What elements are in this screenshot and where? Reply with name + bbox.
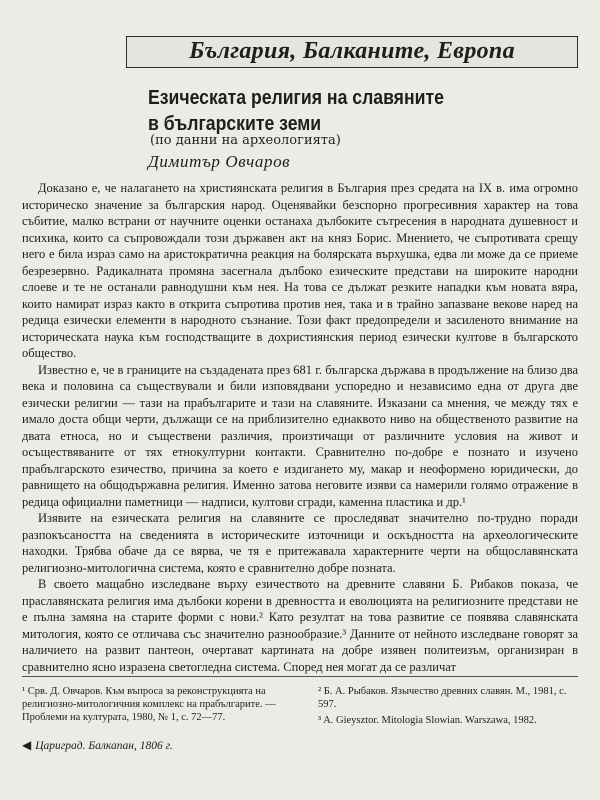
paragraph-2: Известно е, че в границите на създадената през 681 г. българска държава в продължение на близо два века и половина са съществували и били изповядвани успоредно и независимо една от друга две езически религии — тази на прабългарите и тази на славяните. Изказани са мнения, че между тях е имало доста общи черти, дължащи се на приблизително еднаквото ниво на общественото развитие на двата етноса, но и съществени различия, произтичащи от различните условия на живот и осъществяваните от тях етнокултурни контакти. Сравнително по-добре е познато и изучено прабългарското езичество, причина за което е издигането му, макар и неоформено юридически, до равнището на общодържавна религия. Именно затова неговите изяви са намерили голямо отражение в редица официални паметници — надписи, култови сгради, каменна пластика и др.¹ — [22, 362, 578, 509]
figure-caption — [22, 738, 173, 753]
article-author: Димитър Овчаров — [148, 152, 291, 171]
footnotes-right-column — [318, 685, 574, 730]
article-title — [148, 85, 526, 137]
section-title: България, Балканите, Европа — [189, 38, 515, 64]
arrow-left-icon: ◀ — [22, 738, 32, 752]
article-body — [22, 180, 578, 675]
footnote-divider — [22, 676, 578, 677]
footnotes-left-column — [22, 685, 302, 727]
paragraph-1: Доказано е, че налагането на християнската религия в България през средата на IX в. има огромно историческо значение за българския народ. Оценявайки безспорно прогресивния характер на това събитие, малко встрани от научните оценки останаха дълбоките сътресения в народната душевност и психика, които са съпровождали този държавен акт на княз Борис. Мнението, че съпротивата срещу него е била израз само на аристократична реакция на болярската върхушка, едва ли може да се приеме безрезервно. Радикалната промяна засегнала дълбоко езическите представи на широките народни слоеве и те не останали равнодушни към нея. На това се дължат резките нападки към новата вяра, които намират израз както в открита съпротива против нея, така и в трайно запазване векове наред на редица езически елементи в народното съзнание. Този факт предопредели и засиленото внимание на историческата наука към господстващите в дохристиянския период езически култове в българското общество. — [22, 181, 578, 360]
article-subtitle: (по данни на археологията) — [150, 133, 341, 148]
paragraph-3: Изявите на езическата религия на славяните се проследяват значително по-трудно поради разпокъсаността на сведенията в историческите източници и оскъдността на археологическите находки. Трябва обаче да се вярва, че тя е притежавала характерните черти на общославянската религиозно-митологична система, която е сравнително добре позната. — [22, 511, 578, 575]
footnote-2: ² Б. А. Рыбаков. Язычество древних славян. М., 1981, с. 597. — [318, 686, 567, 710]
section-banner — [126, 36, 578, 68]
footnote-3: ³ A. Gieysztor. Mitologia Slowian. Warszawa, 1982. — [318, 715, 537, 726]
article-title-line-2: в българските земи — [148, 112, 322, 135]
footnote-1: ¹ Срв. Д. Овчаров. Към въпроса за реконструкцията на религиозно-митологичния комплекс на прабългарите. — Проблеми на културата, 1980, № 1, с. 72—77. — [22, 686, 276, 723]
figure-caption-text: Цариград. Балкапан, 1806 г. — [35, 740, 173, 752]
article-title-line-1: Езическата религия на славяните — [148, 86, 444, 109]
paragraph-4: В своето мащабно изследване върху езичеството на древните славяни Б. Рибаков показа, че праславянската религия има дълбоки корени в древността и еволюцията на религиозните представи не е пълна замяна на старите форми с нови.² Като резултат на това развитие се появява славянската митология, която се отличава със значително разнообразие.³ Данните от нейното изследване говорят за наличието на развит пантеон, очертават картината на добре изявен политеизъм, организиран в сравнително ясно изразена светогледна система. Според нея могат да се различат — [22, 577, 578, 674]
